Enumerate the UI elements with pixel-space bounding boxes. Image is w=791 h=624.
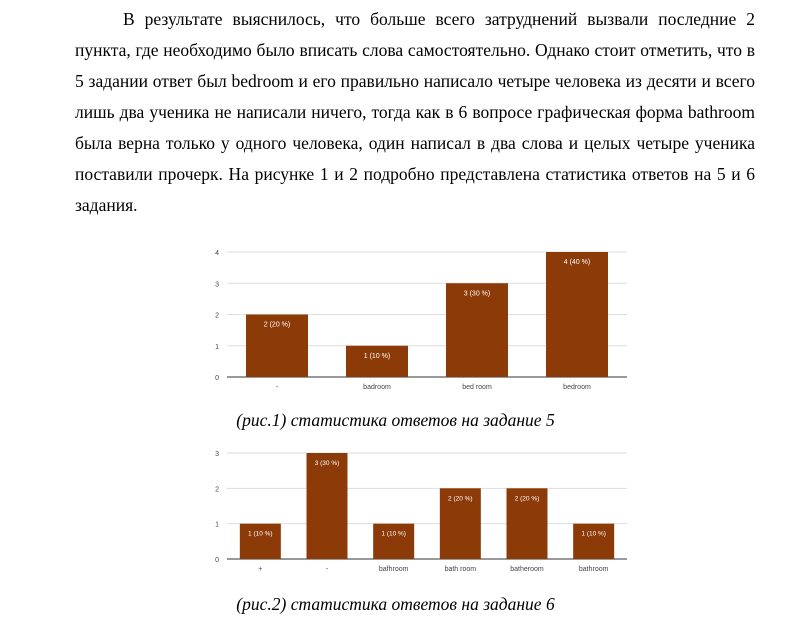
y-tick-label: 2 (215, 312, 219, 320)
y-tick-label: 3 (215, 281, 219, 289)
bar-value-label: 2 (20 %) (263, 321, 291, 329)
x-category-label: bedroom (563, 384, 591, 391)
bar (346, 346, 408, 377)
bar (307, 453, 348, 559)
bar (240, 524, 281, 559)
bar (546, 252, 608, 377)
y-tick-label: 2 (215, 486, 219, 494)
x-category-label: badroom (363, 384, 391, 391)
x-category-label: bathroom (578, 566, 609, 573)
y-tick-label: 3 (215, 451, 219, 458)
bar-value-label: 2 (20 %) (514, 495, 540, 503)
x-category-label: batheroom (510, 566, 544, 573)
x-category-label: - (325, 566, 329, 573)
bar-value-label: 4 (40 %) (563, 259, 591, 266)
bar (446, 283, 508, 377)
bar-value-label: 1 (10 %) (581, 530, 606, 538)
y-tick-label: 0 (215, 557, 219, 564)
x-category-label: bafhroom (378, 566, 409, 573)
bar-value-label: 1 (10 %) (248, 530, 273, 538)
x-category-label: bed room (462, 384, 492, 391)
x-category-label: bath room (444, 566, 477, 573)
bar (573, 524, 614, 559)
bar-value-label: 1 (10 %) (381, 530, 406, 538)
caption-fig1: (рис.1) статистика ответов на задание 5 (236, 410, 555, 430)
bar-value-label: 3 (30 %) (463, 290, 491, 298)
y-tick-label: 4 (215, 250, 219, 257)
bar-value-label: 3 (30 %) (314, 460, 340, 467)
bar-value-label: 1 (10 %) (363, 352, 391, 360)
bar (373, 524, 414, 559)
x-category-label: + (258, 566, 263, 573)
y-tick-label: 1 (215, 521, 219, 529)
x-category-label: - (275, 384, 279, 391)
chart-task-6 (200, 443, 640, 578)
body-paragraph: В результате выяснилось, что больше всего затруднений вызвали последние 2 пункта, где необходимо было вписать слова самостоятельно. Однако стоит отметить, что в 5 задании ответ был bedroom и его правильно написало четыре человека из десяти и всего лишь два ученика не написали ничего, тогда как в 6 вопросе графическая форма bathroom была верна только у одного человека, один написал в два слова и целых четыре ученика поставили прочерк. На рисунке 1 и 2 подробно представлена статистика ответов на 5 и 6 задания. (75, 9, 755, 215)
chart-task-5 (200, 240, 640, 395)
y-tick-label: 1 (215, 343, 219, 351)
bar-value-label: 2 (20 %) (448, 495, 473, 503)
y-tick-label: 0 (215, 375, 219, 382)
caption-fig2: (рис.2) статистика ответов на задание 6 (236, 594, 555, 614)
